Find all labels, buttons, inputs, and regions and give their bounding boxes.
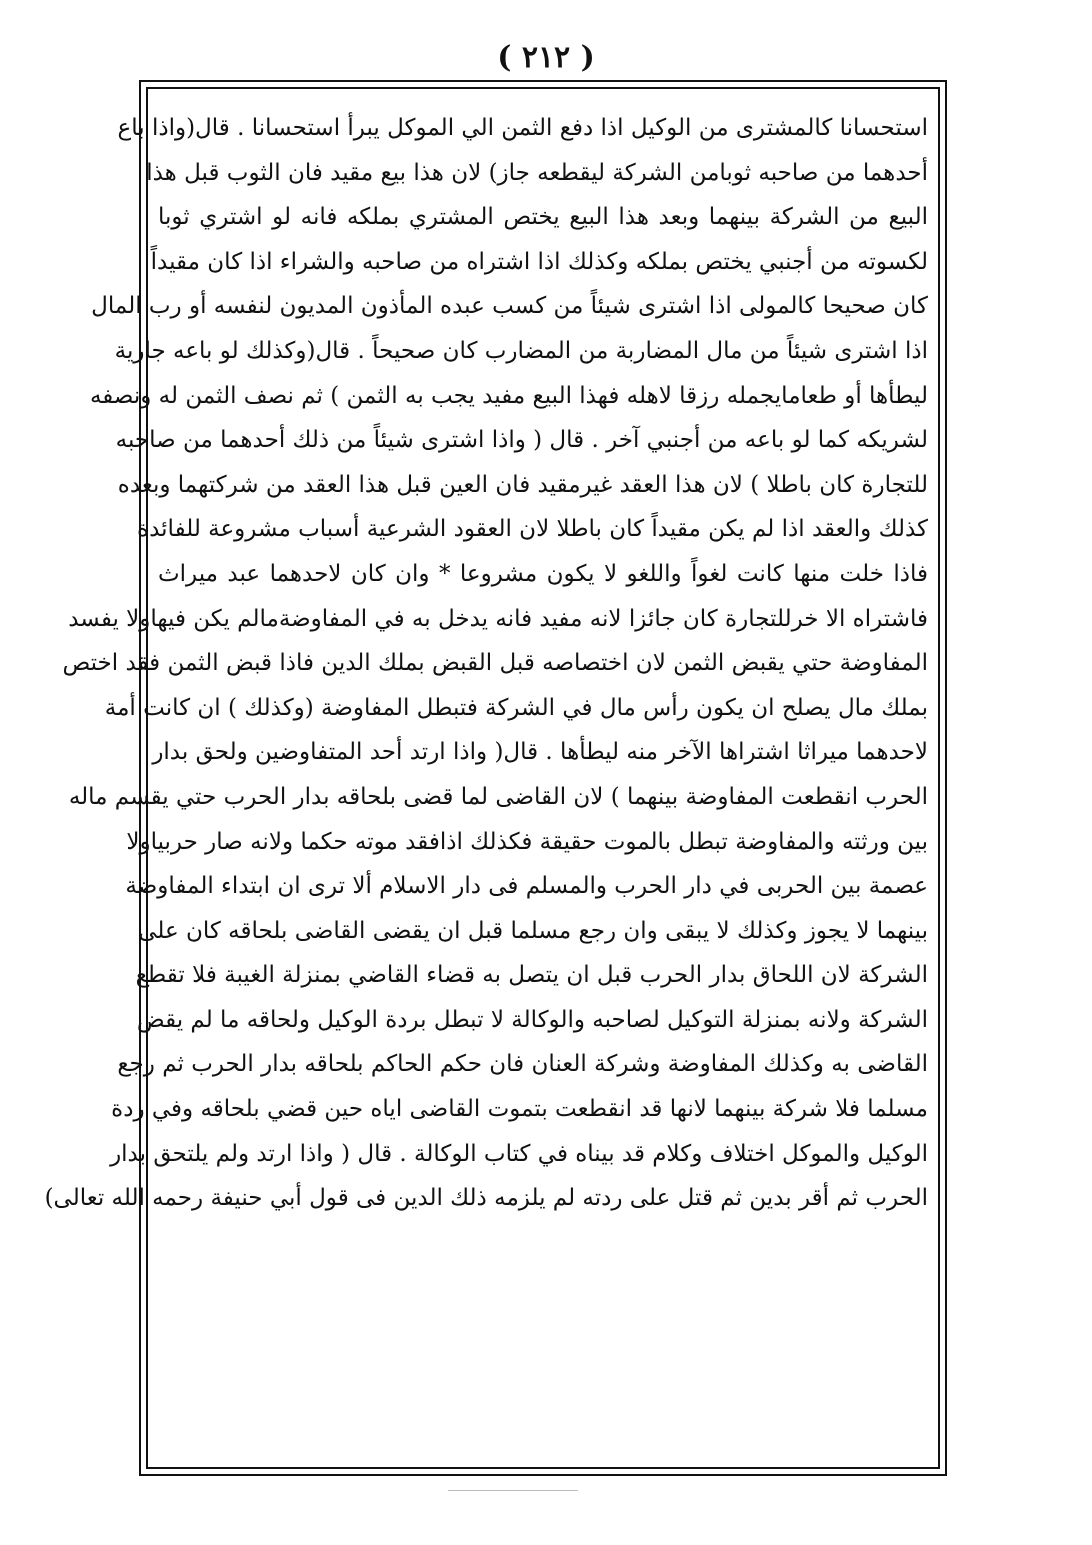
text-line: للتجارة كان باطلا ) لان هذا العقد غيرمقيد فان العين قبل هذا العقد من شركتهما وبعده bbox=[117, 471, 928, 498]
text-line: الحرب ثم أقر بدين ثم قتل على ردته لم يلزمه ذلك الدين فى قول أبي حنيفة رحمه الله تعالى) bbox=[44, 1185, 928, 1212]
text-line: لكسوته من أجنبي يختص بملكه وكذلك اذا اشتراه من صاحبه والشراء اذا كان مقيداً bbox=[150, 248, 928, 275]
text-line: بين ورثته والمفاوضة تبطل بالموت حقيقة فكذلك اذافقد موته حكما ولانه صار حربياولا bbox=[126, 828, 928, 855]
text-line: الشركة لان اللحاق بدار الحرب قبل ان يتصل به قضاء القاضي بمنزلة الغيبة فلا تقطع bbox=[135, 962, 928, 989]
footer-rule bbox=[448, 1490, 578, 1499]
text-line: استحسانا كالمشترى من الوكيل اذا دفع الثمن الي الموكل يبرأ استحسانا . قال(واذا باع bbox=[117, 115, 928, 141]
text-line: بينهما لا يجوز وكذلك لا يبقى وان رجع مسلما قبل ان يقضى القاضى بلحاقه كان على bbox=[138, 917, 928, 944]
text-line: أحدهما من صاحبه ثوبامن الشركة ليقطعه جاز) لان هذا بيع مقيد فان الثوب قبل هذا bbox=[146, 159, 928, 186]
text-line: لاحدهما ميراثا اشتراها الآخر منه ليطأها . قال( واذا ارتد أحد المتفاوضين ولحق بدار bbox=[152, 739, 928, 766]
text-line: فاذا خلت منها كانت لغواً واللغو لا يكون مشروعا * وان كان لاحدهما عبد ميراث bbox=[158, 560, 928, 587]
text-line: الشركة ولانه بمنزلة التوكيل لصاحبه والوكالة لا تبطل بردة الوكيل ولحاقه ما لم يقض bbox=[136, 1006, 928, 1033]
text-line: الوكيل والموكل اختلاف وكلام قد بيناه في كتاب الوكالة . قال ( واذا ارتد ولم يلتحق بدار bbox=[110, 1140, 928, 1167]
text-line: فاشتراه الا خرللتجارة كان جائزا لانه مفيد فانه يدخل به في المفاوضةمالم يكن فيهاولا يفسد bbox=[68, 605, 928, 632]
text-line: عصمة بين الحربى في دار الحرب والمسلم فى دار الاسلام ألا ترى ان ابتداء المفاوضة bbox=[125, 873, 928, 900]
text-line: البيع من الشركة بينهما وبعد هذا البيع يختص المشتري بملكه فانه لو اشتري ثوبا bbox=[158, 204, 928, 231]
text-line: الحرب انقطعت المفاوضة بينهما ) لان القاضى لما قضى بلحاقه بدار الحرب حتي يقسم ماله bbox=[68, 783, 928, 810]
text-line: القاضى به وكذلك المفاوضة وشركة العنان فان حكم الحاكم بلحاقه بدار الحرب ثم رجع bbox=[117, 1051, 928, 1078]
text-line: كذلك والعقد اذا لم يكن مقيداً كان باطلا لان العقود الشرعية أسباب مشروعة للفائدة bbox=[137, 516, 928, 543]
text-line: لشريكه كما لو باعه من أجنبي آخر . قال ( واذا اشترى شيئاً من ذلك أحدهما من صاحبه bbox=[115, 427, 928, 454]
text-line: كان صحيحا كالمولى اذا اشترى شيئاً من كسب عبده المأذون المديون لنفسه أو رب المال bbox=[91, 293, 928, 320]
text-line: المفاوضة حتي يقبض الثمن لان اختصاصه قبل القبض بملك الدين فاذا قبض الثمن فقد اختص bbox=[62, 650, 928, 677]
page-number: ( ٢١٢ ) bbox=[497, 40, 595, 75]
text-line: ليطأها أو طعامايجمله رزقا لاهله فهذا البيع مفيد يجب به الثمن ) ثم نصف الثمن له ونصفه bbox=[89, 382, 928, 409]
text-line: مسلما فلا شركة بينهما لانها قد انقطعت بتموت القاضى اياه حين قضي بلحاقه وفي ردة bbox=[111, 1096, 928, 1123]
text-line: اذا اشترى شيئاً من مال المضاربة من المضارب كان صحيحاً . قال(وكذلك لو باعه جارية bbox=[114, 337, 928, 364]
text-body bbox=[44, 106, 928, 1456]
text-line: بملك مال يصلح ان يكون رأس مال في الشركة فتبطل المفاوضة (وكذلك ) ان كانت أمة bbox=[104, 694, 928, 721]
